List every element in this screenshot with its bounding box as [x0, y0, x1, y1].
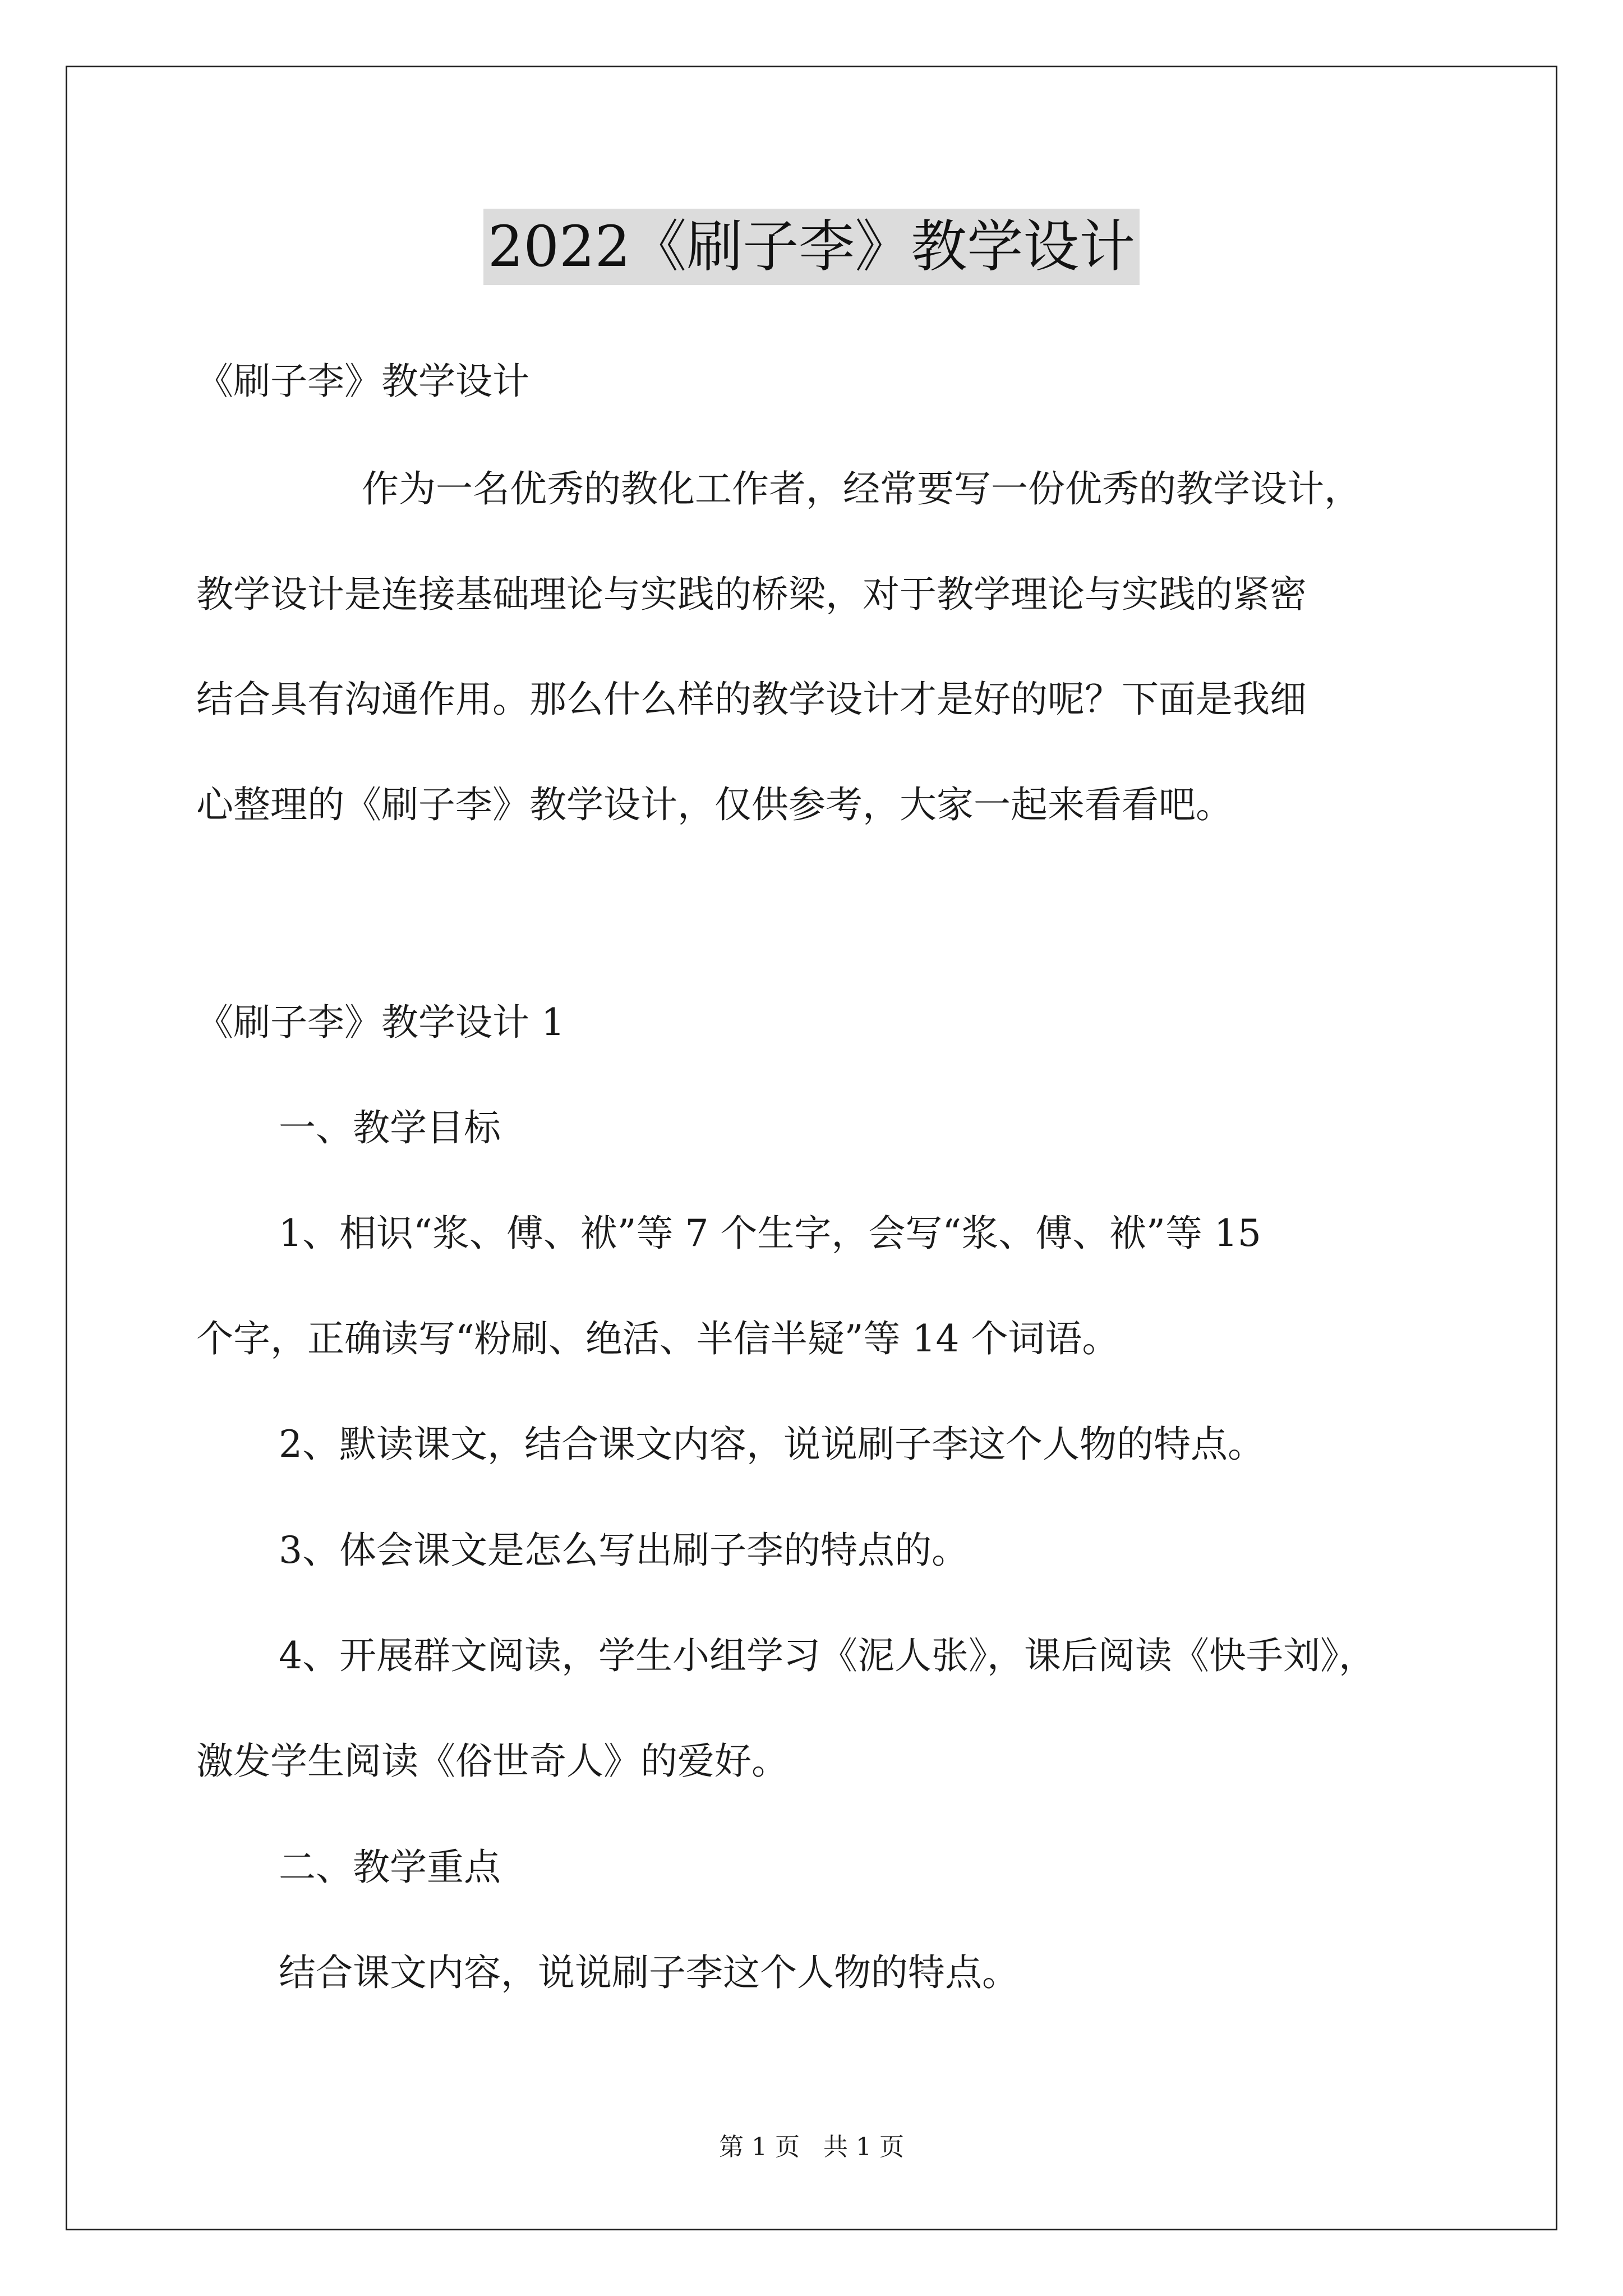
document-title: 2022《刷子李》教学设计	[483, 209, 1140, 285]
goal4-line-2: 激发学生阅读《俗世奇人》的爱好。	[196, 1740, 789, 1783]
goal1-line-1: 1、相识“浆、傅、袱”等 7 个生字，会写“浆、傅、袱”等 15	[279, 1212, 1261, 1255]
intro-line-2: 教学设计是连接基础理论与实践的桥梁，对于教学理论与实践的紧密	[196, 573, 1307, 616]
title-container	[0, 209, 1623, 285]
goal3-text: 3、体会课文是怎么写出刷子李的特点的。	[279, 1529, 969, 1572]
goal1-line-2: 个字，正确读写“粉刷、绝活、半信半疑”等 14 个词语。	[196, 1317, 1119, 1360]
intro-line-4: 心整理的《刷子李》教学设计，仅供参考，大家一起来看看吧。	[196, 783, 1233, 826]
page-footer: 第 1 页 共 1 页	[719, 2133, 904, 2161]
doc-subtitle: 《刷子李》教学设计	[196, 360, 529, 403]
goal4-line-1: 4、开展群文阅读，学生小组学习《泥人张》，课后阅读《快手刘》，	[279, 1634, 1376, 1677]
focus-text: 结合课文内容，说说刷子李这个人物的特点。	[279, 1951, 1019, 1994]
intro-line-1: 作为一名优秀的教化工作者，经常要写一份优秀的教学设计，	[362, 467, 1361, 510]
section-heading: 《刷子李》教学设计 1	[196, 1001, 565, 1044]
goals-heading: 一、教学目标	[279, 1106, 501, 1149]
intro-line-3: 结合具有沟通作用。那么什么样的教学设计才是好的呢？下面是我细	[196, 678, 1307, 721]
goal2-text: 2、默读课文，结合课文内容，说说刷子李这个人物的特点。	[279, 1423, 1265, 1466]
focus-heading: 二、教学重点	[279, 1846, 501, 1889]
